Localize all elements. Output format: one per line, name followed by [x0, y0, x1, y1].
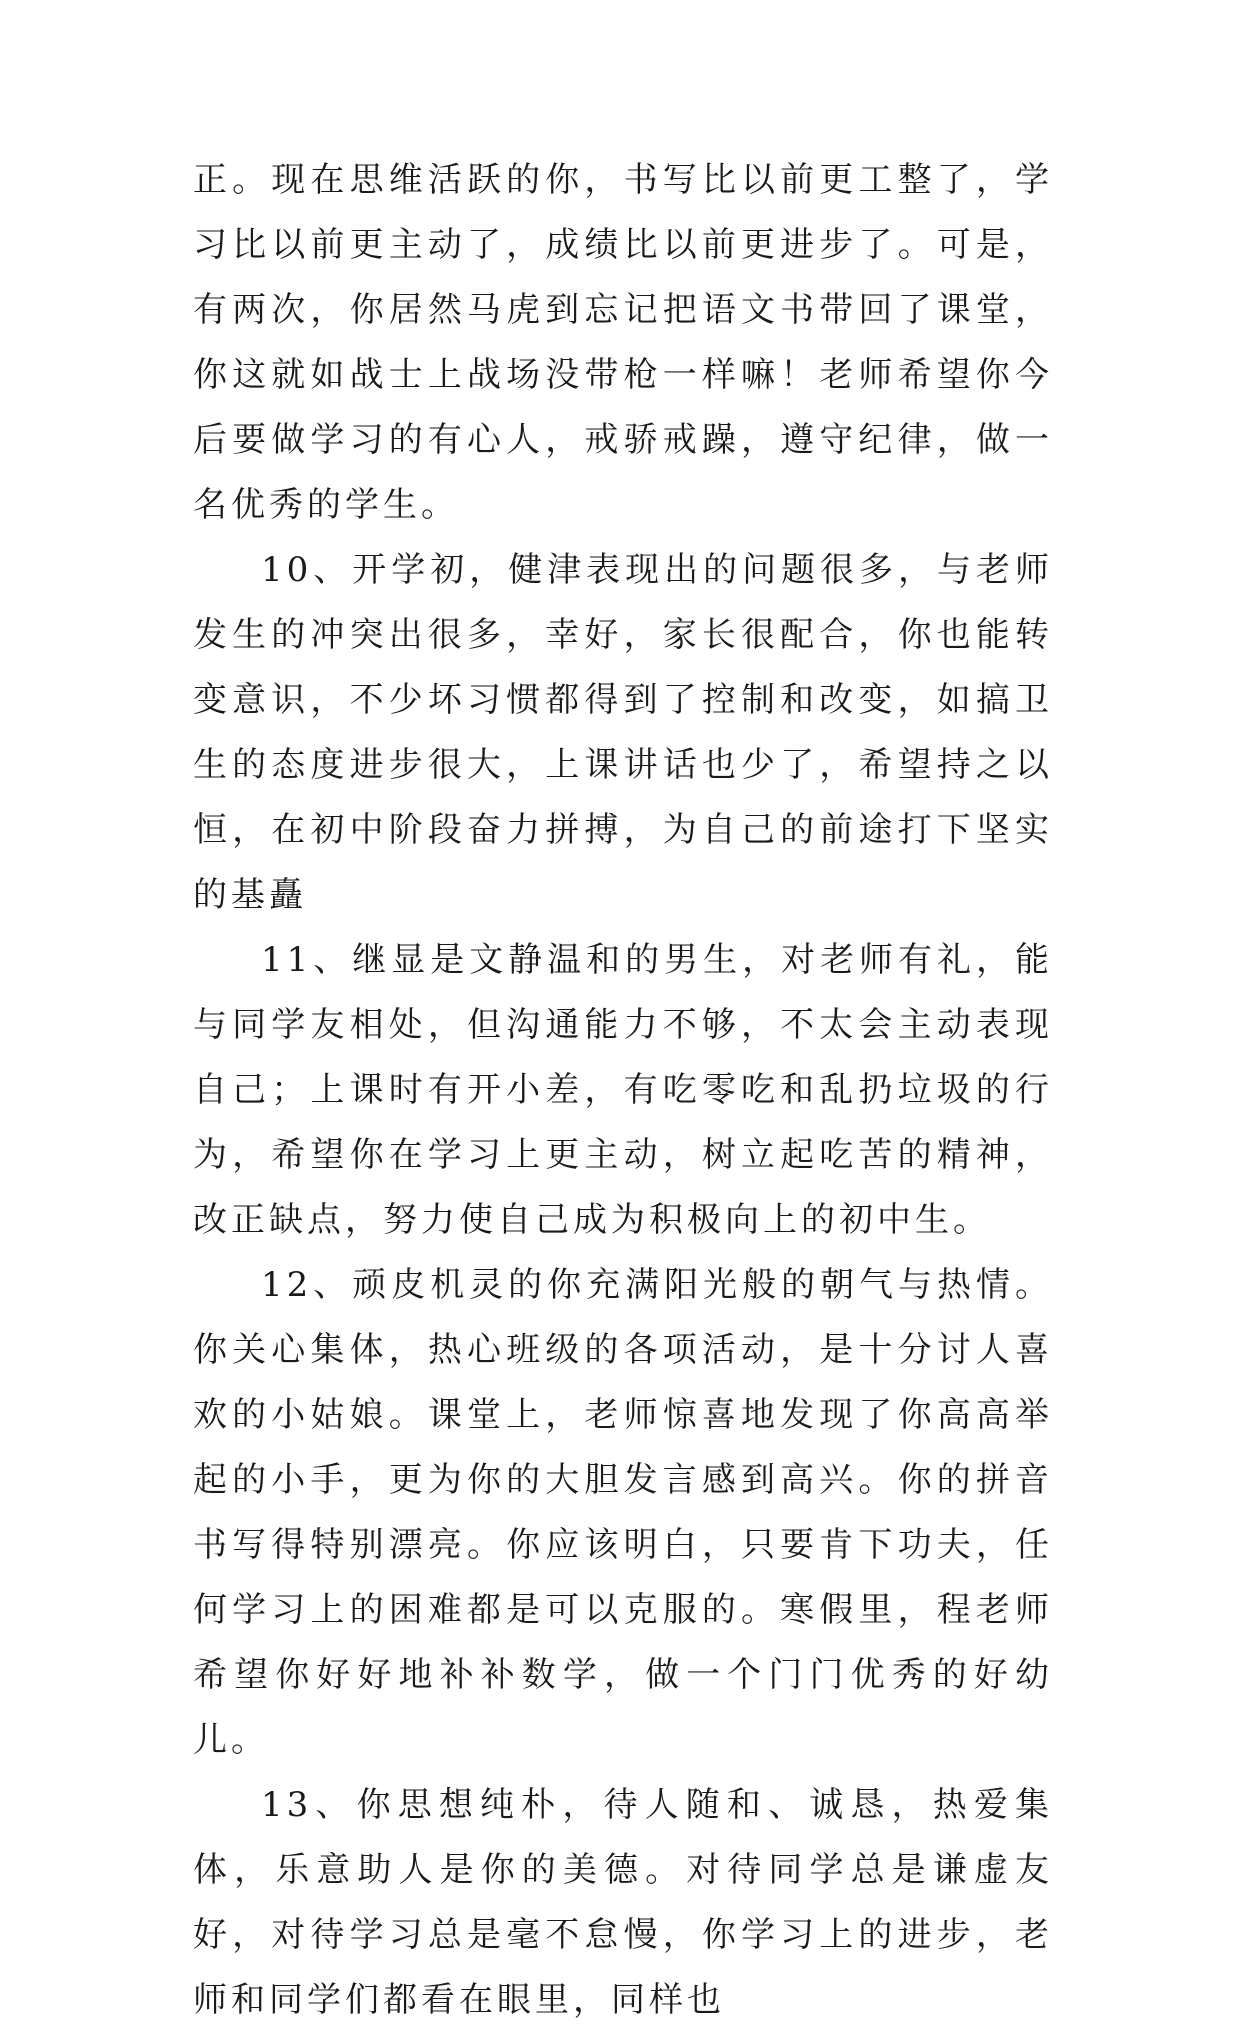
- paragraph-13: 13、你思想纯朴，待人随和、诚恳，热爱集体，乐意助人是你的美德。对待同学总是谦虚友好，对待学习总是毫不怠慢，你学习上的进步，老师和同学们都看在眼里，同样也: [193, 1785, 1053, 2020]
- paragraph-continuation: 正。现在思维活跃的你，书写比以前更工整了，学习比以前更主动了，成绩比以前更进步了。可是，有两次，你居然马虎到忘记把语文书带回了课堂，你这就如战士上战场没带枪一样嘛！老师希望你今后要做学习的有心人，戒骄戒躁，遵守纪律，做一名优秀的学生。: [193, 160, 1053, 525]
- paragraph-10: 10、开学初，健津表现出的问题很多，与老师发生的冲突出很多，幸好，家长很配合，你也能转变意识，不少坏习惯都得到了控制和改变，如搞卫生的态度进步很大，上课讲话也少了，希望持之以恒，在初中阶段奋力拼搏，为自己的前途打下坚实的基矗: [193, 550, 1053, 915]
- paragraph-11: 11、继显是文静温和的男生，对老师有礼，能与同学友相处，但沟通能力不够，不太会主动表现自己；上课时有开小差，有吃零吃和乱扔垃圾的行为，希望你在学习上更主动，树立起吃苦的精神，改正缺点，努力使自己成为积极向上的初中生。: [193, 940, 1053, 1240]
- document-body: [193, 148, 1053, 2033]
- paragraph-12: 12、顽皮机灵的你充满阳光般的朝气与热情。你关心集体，热心班级的各项活动，是十分讨人喜欢的小姑娘。课堂上，老师惊喜地发现了你高高举起的小手，更为你的大胆发言感到高兴。你的拼音书写得特别漂亮。你应该明白，只要肯下功夫，任何学习上的困难都是可以克服的。寒假里，程老师希望你好好地补补数学，做一个门门优秀的好幼儿。: [193, 1265, 1053, 1760]
